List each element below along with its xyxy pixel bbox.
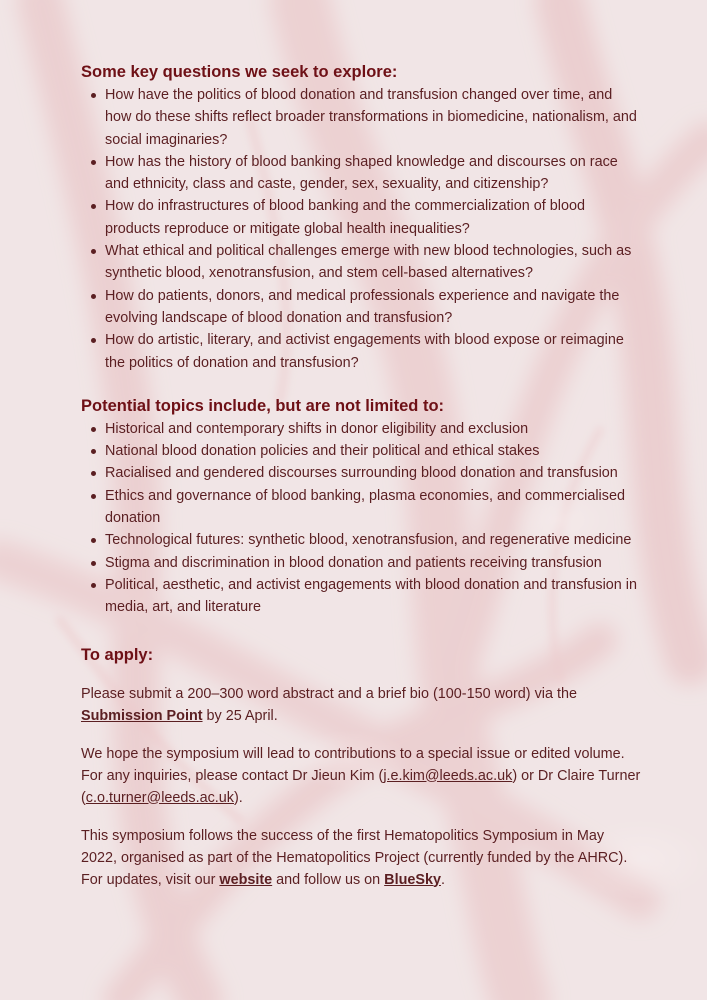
topics-list	[81, 418, 641, 619]
topics-section	[81, 394, 641, 619]
list-item: Stigma and discrimination in blood donation and patients receiving transfusion	[81, 552, 641, 574]
list-item: National blood donation policies and their political and ethical stakes	[81, 440, 641, 462]
list-item: Ethics and governance of blood banking, plasma economies, and commercialised donation	[81, 485, 641, 530]
contact-paragraph: We hope the symposium will lead to contributions to a special issue or edited volume. For any inquiries, please contact Dr Jieun Kim (j.e.kim@leeds.ac.uk) or Dr Claire Turner (c.o.turner@leeds.ac.uk).	[81, 745, 641, 806]
submission-paragraph: Please submit a 200–300 word abstract and a brief bio (100-150 word) via the Submission Point by 25 April.	[81, 685, 577, 724]
kim-email-link[interactable]: j.e.kim@leeds.ac.uk	[383, 767, 513, 784]
list-item: Historical and contemporary shifts in donor eligibility and exclusion	[81, 418, 641, 440]
list-item: How has the history of blood banking shaped knowledge and discourses on race and ethnicity, class and caste, gender, sex, sexuality, and citizenship?	[81, 151, 641, 196]
list-item: How do infrastructures of blood banking and the commercialization of blood products reproduce or mitigate global health inequalities?	[81, 195, 641, 240]
list-item: How do patients, donors, and medical professionals experience and navigate the evolving landscape of blood donation and transfusion?	[81, 285, 641, 330]
apply-section	[81, 643, 641, 891]
background-paragraph: This symposium follows the success of the first Hematopolitics Symposium in May 2022, organised as part of the Hematopolitics Project (currently funded by the AHRC). For updates, visit our website and follow us on BlueSky.	[81, 827, 628, 888]
document-body	[81, 60, 641, 891]
list-item: How have the politics of blood donation and transfusion changed over time, and how do these shifts reflect broader transformations in biomedicine, nationalism, and social imaginaries?	[81, 84, 641, 151]
list-item: Technological futures: synthetic blood, xenotransfusion, and regenerative medicine	[81, 529, 641, 551]
submission-point-link[interactable]: Submission Point	[81, 707, 203, 724]
key-questions-heading: Some key questions we seek to explore:	[81, 63, 398, 81]
list-item: How do artistic, literary, and activist engagements with blood expose or reimagine the politics of donation and transfusion?	[81, 329, 641, 374]
key-questions-section	[81, 60, 641, 374]
bluesky-link[interactable]: BlueSky	[384, 871, 441, 888]
list-item: What ethical and political challenges emerge with new blood technologies, such as synthetic blood, xenotransfusion, and stem cell-based alternatives?	[81, 240, 641, 285]
topics-heading: Potential topics include, but are not limited to:	[81, 396, 445, 415]
turner-email-link[interactable]: c.o.turner@leeds.ac.uk	[85, 789, 234, 806]
apply-heading: To apply:	[81, 645, 154, 664]
list-item: Racialised and gendered discourses surrounding blood donation and transfusion	[81, 462, 641, 484]
list-item: Political, aesthetic, and activist engagements with blood donation and transfusion in media, art, and literature	[81, 574, 641, 619]
website-link[interactable]: website	[219, 871, 273, 888]
key-questions-list	[81, 84, 641, 374]
